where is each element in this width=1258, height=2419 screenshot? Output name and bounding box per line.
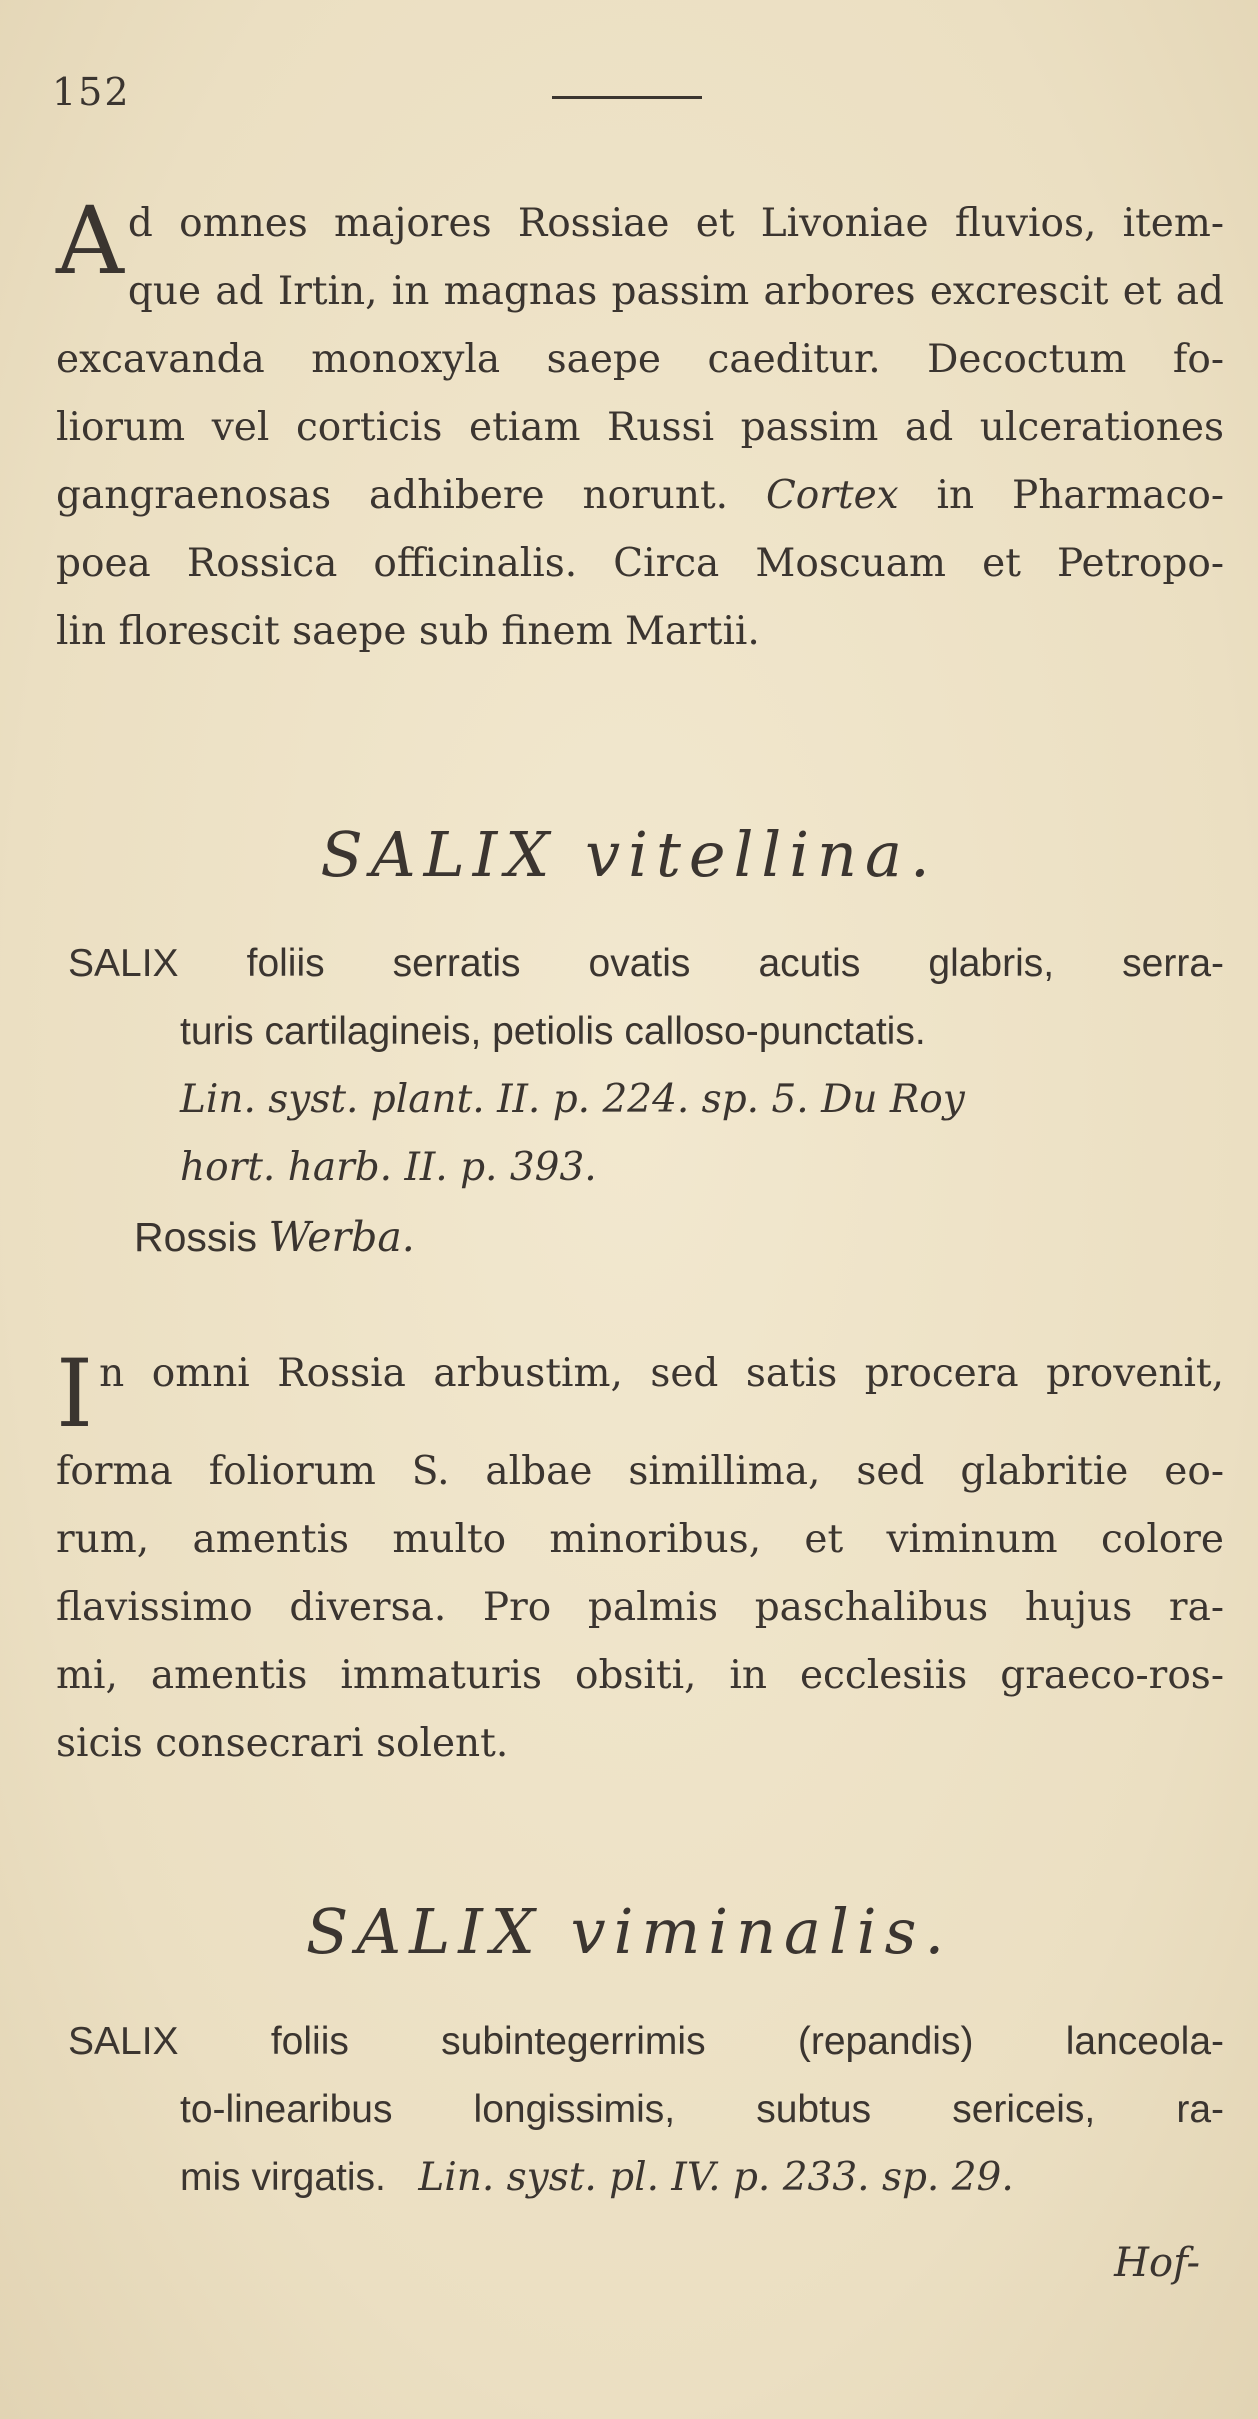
text-line: forma foliorum S. albae simillima, sed glabritie eo- [56, 1449, 1224, 1494]
text-segment: in Pharmaco- [898, 473, 1224, 518]
name-prefix: Rossis [134, 1214, 258, 1260]
text-line [56, 462, 1224, 530]
name-italic: Werba. [268, 1213, 415, 1261]
text-line: poea Rossica officinalis. Circa Moscuam et Petropo- [56, 541, 1224, 586]
citation-line: hort. harb. II. p. 393. [180, 1145, 597, 1190]
citation-segment: Lin. syst. pl. IV. p. 233. sp. 29. [418, 2155, 1014, 2200]
text-line: lin florescit saepe sub finem Martii. [56, 609, 760, 654]
text-segment: gangraenosas adhibere norunt. [56, 473, 729, 518]
species-heading-vitellina: SALIX vitellina. [320, 818, 938, 891]
text-line: excavanda monoxyla saepe caeditur. Decoctum fo- [56, 337, 1224, 382]
vernacular-name-1 [56, 1202, 1224, 1272]
paragraph-1 [56, 187, 1224, 666]
italic-word-cortex: Cortex [765, 473, 899, 518]
text-segment: mis virgatis. [180, 2156, 386, 2199]
drop-cap-i: I [56, 1340, 94, 1449]
species-heading-viminalis: SALIX viminalis. [305, 1895, 953, 1968]
species-description-2 [56, 2008, 1224, 2212]
paragraph-2 [56, 1340, 1224, 1778]
text-line: d omnes majores Rossiae et Livoniae fluvios, item- [127, 201, 1224, 246]
species-description-1 [56, 930, 1224, 1202]
desc-line [56, 2144, 1224, 2212]
desc-line: to-linearibus longissimis, subtus sericeis, ra- [180, 2088, 1224, 2131]
desc-line: SALIX foliis serratis ovatis acutis glabris, serra- [68, 942, 1224, 985]
page-number: 152 [52, 70, 131, 114]
citation-line: Lin. syst. plant. II. p. 224. sp. 5. Du Roy [180, 1077, 965, 1122]
text-line: rum, amentis multo minoribus, et viminum colore [56, 1517, 1224, 1562]
text-line: liorum vel corticis etiam Russi passim ad ulcerationes [56, 405, 1224, 450]
text-line: mi, amentis immaturis obsiti, in ecclesiis graeco-ros- [56, 1653, 1224, 1698]
text-line: n omni Rossia arbustim, sed satis procera provenit, [99, 1351, 1224, 1396]
text-line: sicis consecrari solent. [56, 1721, 509, 1766]
desc-line: SALIX foliis subintegerrimis (repandis) lanceola- [68, 2020, 1224, 2063]
text-line: flavissimo diversa. Pro palmis paschalibus hujus ra- [56, 1585, 1224, 1630]
drop-cap-a: A [56, 187, 124, 296]
catchword: Hof- [1114, 2240, 1200, 2286]
desc-line: turis cartilagineis, petiolis calloso-punctatis. [180, 1010, 926, 1053]
header-rule [552, 96, 702, 99]
text-line: que ad Irtin, in magnas passim arbores excrescit et ad [127, 269, 1224, 314]
